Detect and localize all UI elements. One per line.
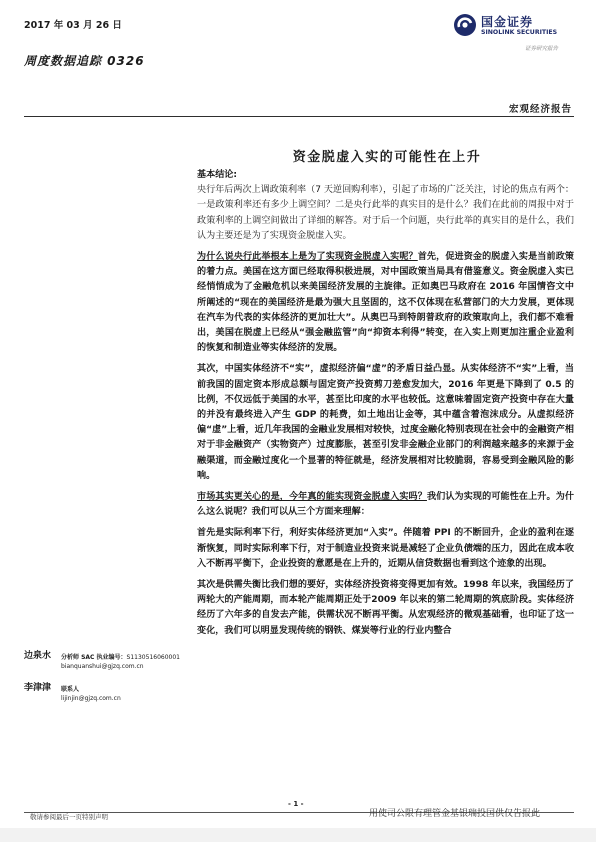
watermark-text: 用使司公限有理管金基银瑞投国供仅告报此 <box>369 809 541 819</box>
paragraph-2-text: 首先，促进资金的脱虚入实是当前政策的着力点。美国在这方面已经取得积极进展，对中国政策当局具有借鉴意义。资金脱虚入实已经悄悄成为了金融危机以来美国经济发展的主旋律。正如奥巴马政府在 2016 年国情咨文中所阐述的“现在的美国经济是最为强大且坚固的，这不仅体现在私营部门的大力发展，更体现在汽车为代表的实体经济的更加壮大”。从奥巴马到特朗普政府的政策取向上，我们都不难看出，美国在脱虚上已经从“强金融监管”向“抑资本利得”转变，在入实上则更加注重企业盈利的恢复和制造业等实体经济的发展。 <box>197 252 574 354</box>
analyst-name: 边泉水 <box>24 651 52 661</box>
paragraph-4-text: 我们认为实现的可能性在上升。为什么这么说呢？我们可以从三个方面来理解： <box>197 492 574 518</box>
analyst-name: 李津津 <box>24 683 52 693</box>
report-title: 资金脱虚入实的可能性在上升 <box>292 150 482 165</box>
report-date: 2017 年 03 月 26 日 <box>24 20 122 31</box>
report-type: 宏观经济报告 <box>508 104 572 115</box>
disclaimer-note: 敬请参阅最后一页特别声明 <box>30 813 108 821</box>
analyst-info <box>61 685 121 703</box>
paragraph-1: 央行年后两次上调政策利率（7 天逆回购利率），引起了市场的广泛关注，讨论的焦点有两个：一是政策利率还有多少上调空间？二是央行此举的真实目的是什么？我们在此前的周报中对于政策利率的上调空间做出了详细的解答。对于后一个问题，央行此举的真实目的是什么，我们认为主要还是为了实现资金脱虚入实。 <box>197 185 574 241</box>
section-subhead: 基本结论: <box>197 170 238 180</box>
page-number: - 1 - <box>288 800 304 808</box>
paragraph-3: 其次，中国实体经济不“实”，虚拟经济偏“虚”的矛盾日益凸显。从实体经济不“实”上看，当前我国的固定资本形成总额与固定资产投资剪刀差愈发加大，2016 年更是下降到了 0.5 的比例，不仅远低于美国的水平，甚至比印度的水平也较低。这意味着固定资产投资中存在大量的并没有最终进入产生 GDP 的耗费，如土地出让金等，其中蕴含着泡沫成分。从虚拟经济偏“虚”上看，近几年我国的金融业发展相对较快，过度金融化特别表现在社会中的金融资产相对于非金融资产（实物资产）过度膨胀，甚至引发非金融企业部门的利润越来越多的来源于金融渠道，而金融过度化一个显著的特征就是，经济发展相对比较脆弱，容易受到金融风险的影响。 <box>197 364 574 481</box>
analyst-id: S1130516060001 <box>126 654 180 661</box>
analyst-email[interactable]: bianquanshui@gjzq.com.cn <box>61 663 144 670</box>
company-logo <box>453 13 573 53</box>
report-body <box>197 168 574 645</box>
analyst-email[interactable]: lijinjin@gjzq.com.cn <box>61 695 121 702</box>
paragraph-4-lead: 市场其实更关心的是，今年真的能实现资金脱虚入实吗？ <box>197 492 427 503</box>
analyst-info <box>61 653 180 671</box>
analyst-entry <box>24 652 194 684</box>
analyst-entry <box>24 684 194 716</box>
series-title: 周度数据追踪 0326 <box>24 54 145 68</box>
analyst-role: 分析师 SAC 执业编号： <box>61 654 127 661</box>
logo-chinese-name: 国金证券 <box>481 15 534 29</box>
bottom-band <box>0 828 596 842</box>
paragraph-5: 首先是实际利率下行，利好实体经济更加“入实”。伴随着 PPI 的不断回升，企业的盈利在逐渐恢复，同时实际利率下行，对于制造业投资来说是减轻了企业负债端的压力，因此在成本收入不断再平衡下，企业投资的意愿是在上升的，近期从信贷数据也看到这个迹象的出现。 <box>197 528 574 569</box>
logo-subtitle: 证券研究报告 <box>525 46 559 52</box>
paragraph-2-lead: 为什么说央行此举根本上是为了实现资金脱虚入实呢？ <box>197 252 418 263</box>
paragraph-2 <box>197 250 574 356</box>
logo-english-name: SINOLINK SECURITIES <box>481 29 558 36</box>
paragraph-4 <box>197 490 574 520</box>
logo-mark-icon <box>453 13 477 37</box>
header-divider <box>24 116 574 117</box>
analyst-role: 联系人 <box>61 686 80 693</box>
paragraph-6: 其次是供需失衡比我们想的要好，实体经济投资将变得更加有效。1998 年以来，我国经历了两轮大的产能周期，而本轮产能周期正处于2009 年以来的第二轮周期的筑底阶段。实体经济经历了六年多的自发去产能，供需状况不断再平衡。从宏观经济的微观基础看，也印证了这一变化，我们可以明显发现传统的钢铁、煤炭等行业的行业内整合 <box>197 580 574 636</box>
analyst-list <box>24 652 194 716</box>
